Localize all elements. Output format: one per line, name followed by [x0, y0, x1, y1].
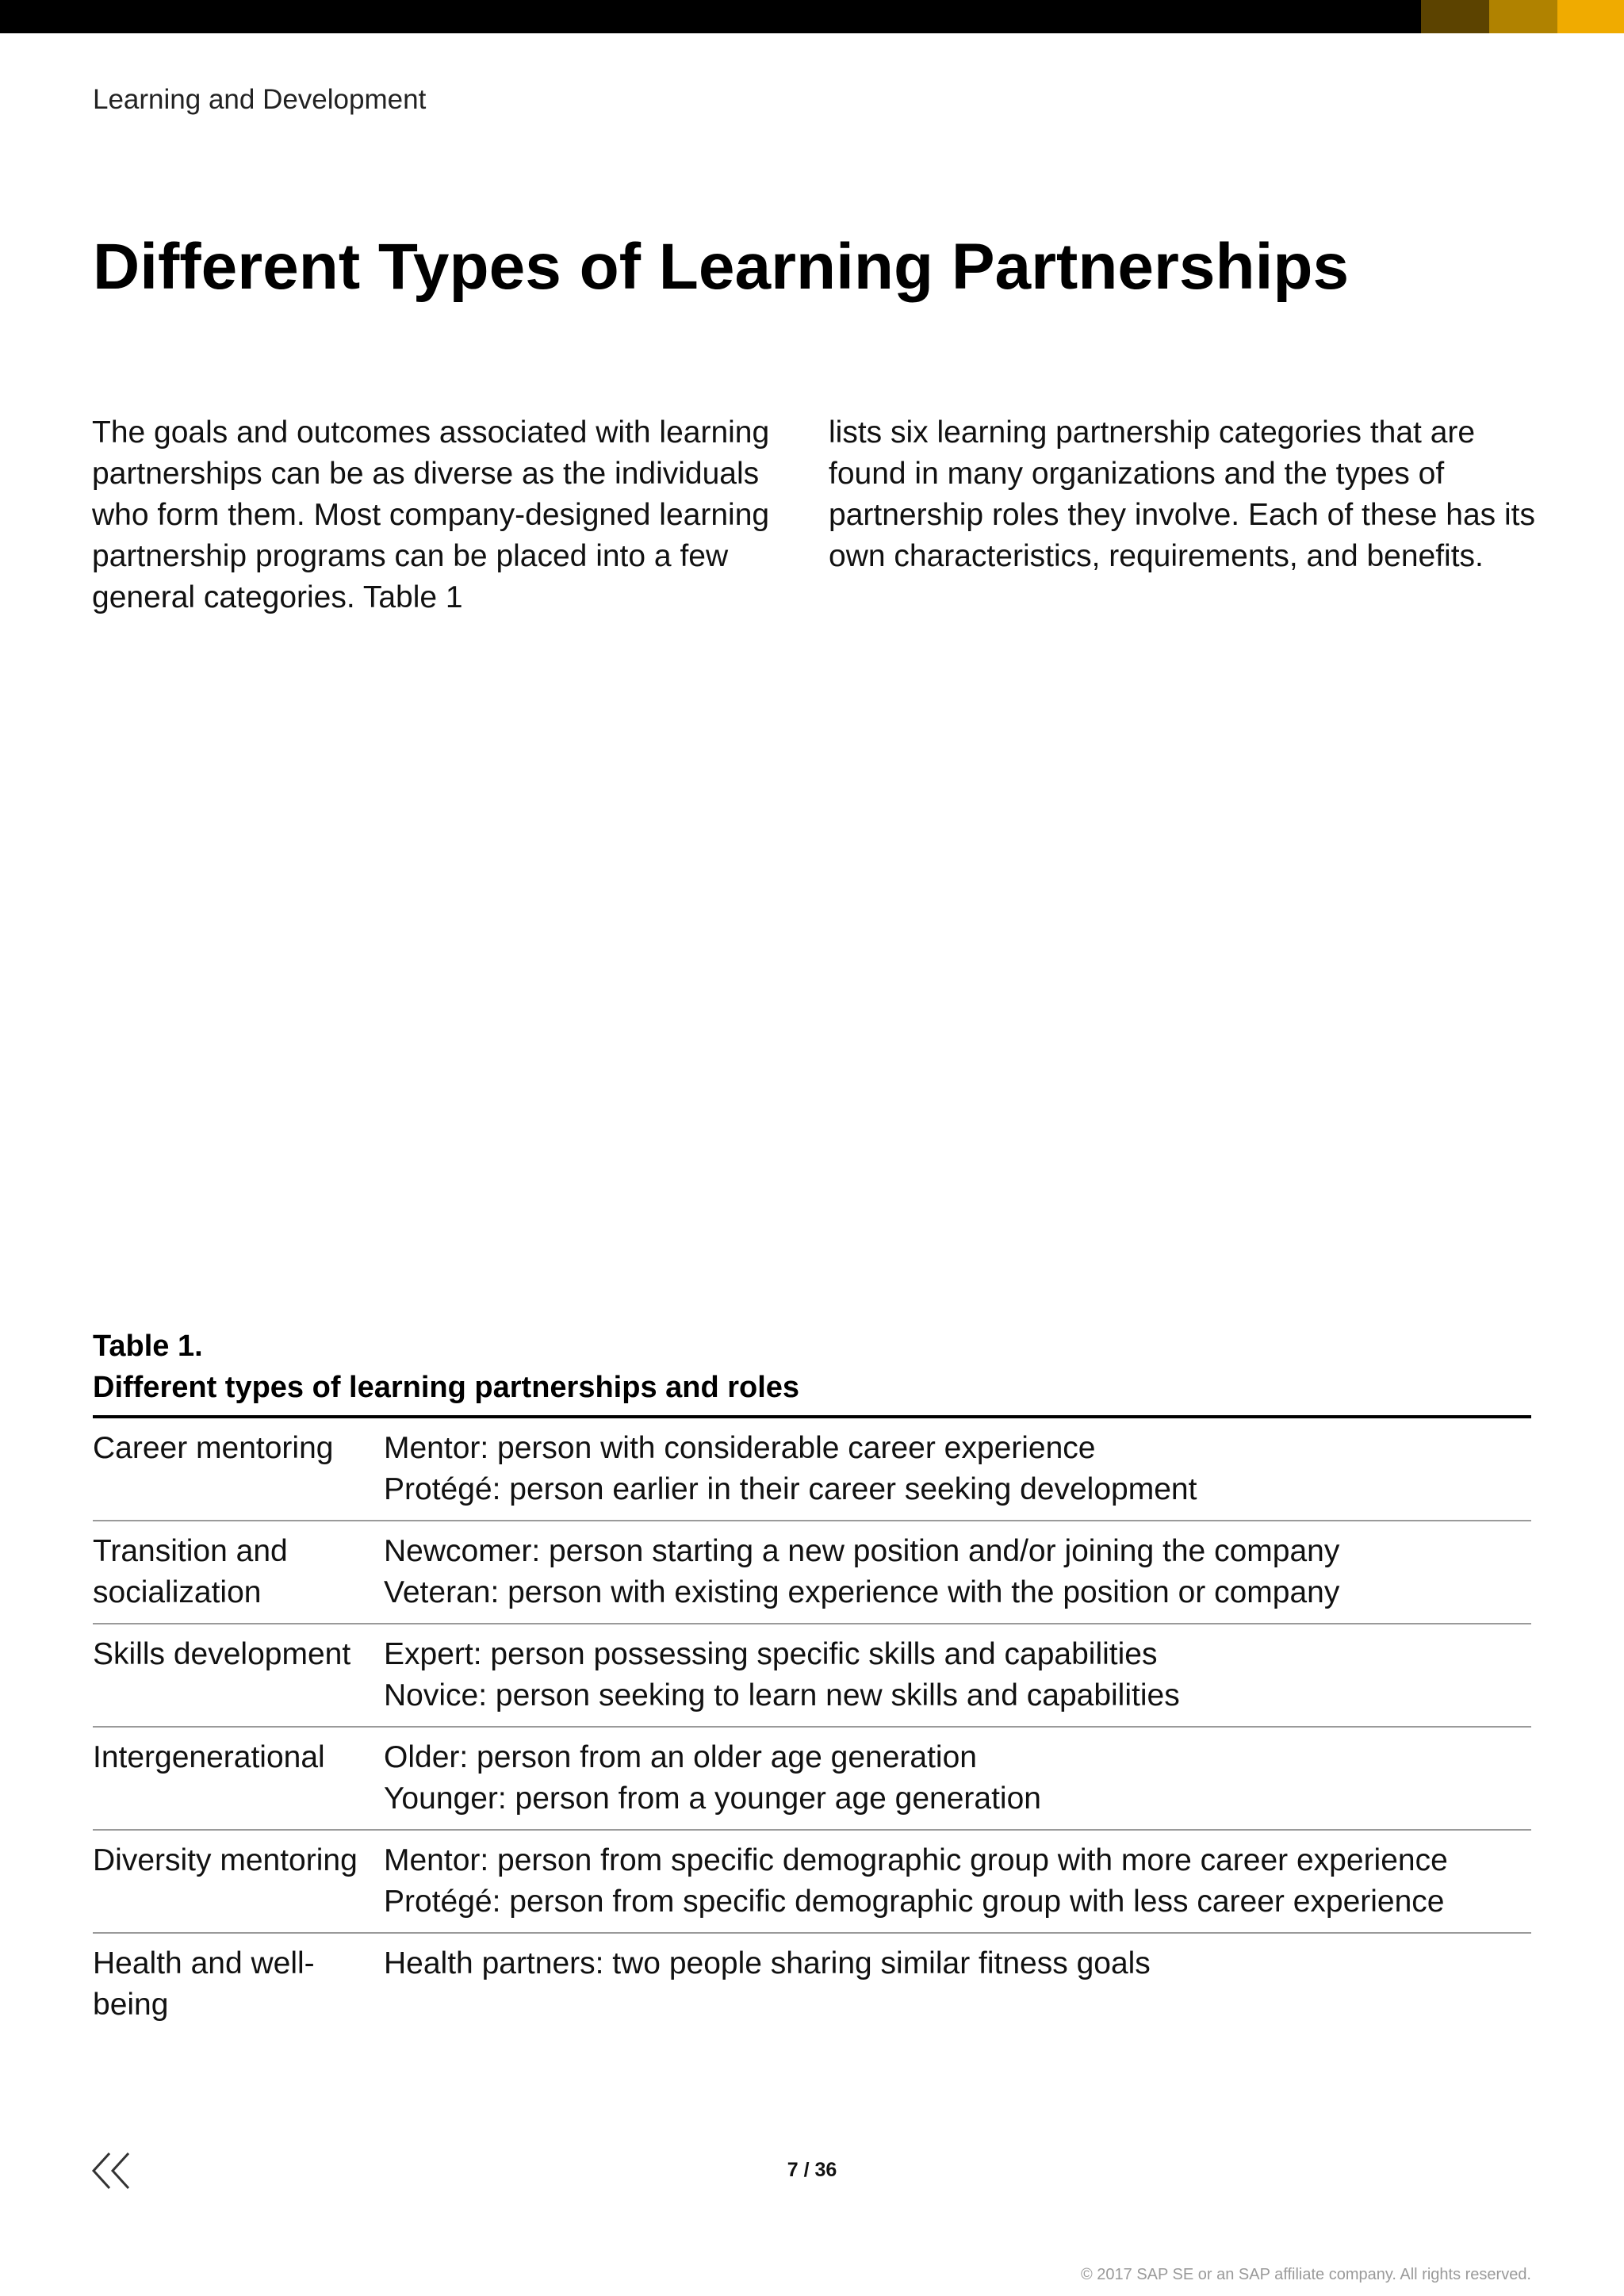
section-label: Learning and Development: [93, 84, 427, 115]
partnership-category: Transition and socialization: [93, 1521, 384, 1624]
table-row: [93, 1933, 1531, 2035]
partnership-category: Diversity mentoring: [93, 1830, 384, 1933]
partnership-roles: [384, 1727, 1531, 1830]
table-row: [93, 1624, 1531, 1727]
partnership-category: Skills development: [93, 1624, 384, 1727]
role-description: Protégé: person earlier in their career seeking development: [384, 1472, 1197, 1506]
table-row: [93, 1417, 1531, 1521]
role-description: Newcomer: person starting a new position and/or joining the company: [384, 1534, 1340, 1568]
page-title: Different Types of Learning Partnerships: [93, 231, 1350, 303]
role-description: Older: person from an older age generation: [384, 1740, 977, 1774]
role-description: Younger: person from a younger age generation: [384, 1781, 1041, 1816]
partnership-roles: [384, 1830, 1531, 1933]
role-description: Protégé: person from specific demographic group with less career experience: [384, 1885, 1445, 1919]
partnership-category: Health and well-being: [93, 1933, 384, 2035]
intro-paragraph-col1: The goals and outcomes associated with learning partnerships can be as diverse as the individuals who form them. Most company-designed learning partnership programs can be placed into a few general categories. Table 1: [92, 415, 770, 614]
partnership-table-container: [93, 1415, 1531, 2035]
role-description: Expert: person possessing specific skills and capabilities: [384, 1637, 1158, 1671]
role-description: Mentor: person from specific demographic group with more career experience: [384, 1843, 1448, 1877]
partnership-roles: [384, 1624, 1531, 1727]
partnership-table-body: [93, 1417, 1531, 2035]
role-description: Novice: person seeking to learn new skills and capabilities: [384, 1678, 1180, 1712]
table-title: Different types of learning partnerships and roles: [93, 1371, 800, 1404]
top-brand-bar: [0, 0, 1624, 33]
accent-block-mid: [1489, 0, 1557, 33]
accent-block-light: [1557, 0, 1624, 33]
partnership-table: [93, 1415, 1531, 2035]
partnership-category: Intergenerational: [93, 1727, 384, 1830]
table-caption: [93, 1326, 799, 1408]
table-row: [93, 1727, 1531, 1830]
role-description: Mentor: person with considerable career experience: [384, 1431, 1096, 1465]
copyright-notice: © 2017 SAP SE or an SAP affiliate company. All rights reserved.: [1080, 2266, 1531, 2283]
table-number: Table 1.: [93, 1330, 203, 1363]
table-row: [93, 1521, 1531, 1624]
role-description: Veteran: person with existing experience with the position or company: [384, 1575, 1340, 1609]
partnership-category: Career mentoring: [93, 1431, 334, 1465]
accent-block-dark: [1421, 0, 1489, 33]
page-number: 7 / 36: [787, 2159, 837, 2181]
partnership-roles: [384, 1521, 1531, 1624]
role-description: Health partners: two people sharing similar fitness goals: [384, 1946, 1151, 1980]
intro-paragraph-col2: lists six learning partnership categories that are found in many organizations and the types of partnership roles they involve. Each of these has its own characteristics, requirements, and benefits.: [829, 415, 1535, 573]
partnership-roles: [384, 1933, 1531, 2035]
table-row: [93, 1830, 1531, 1933]
partnership-roles: [384, 1417, 1531, 1521]
